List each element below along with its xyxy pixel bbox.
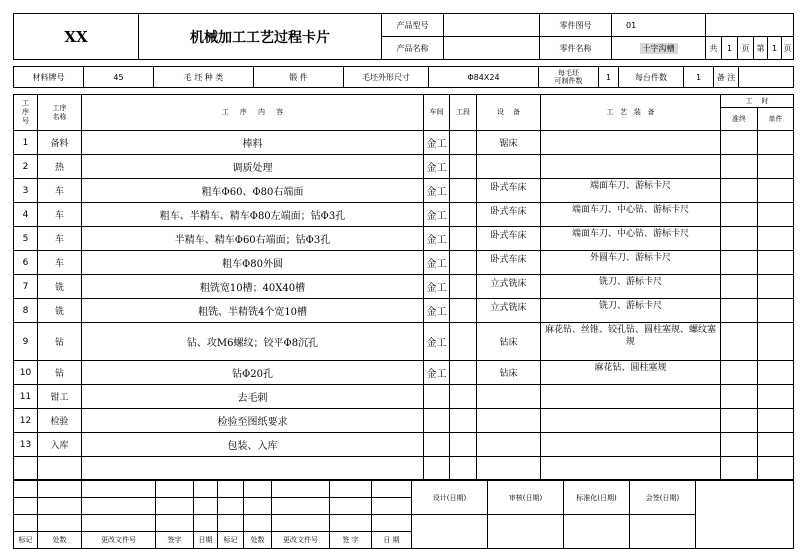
op-prep-time[interactable] [721,131,758,155]
operation-rows [14,131,794,457]
op-name: 备料 [38,131,82,155]
op-workshop [424,385,450,409]
card-title: 机械加工工艺过程卡片 [139,14,382,60]
company-name: XX [14,14,139,60]
material-no-label: 材料牌号 [14,67,84,88]
op-no: 3 [14,179,38,203]
op-tooling [541,409,721,433]
col-time: 工 时 [721,95,794,108]
op-workshop: 金工 [424,131,450,155]
material-no-value[interactable]: 45 [84,67,154,88]
op-section[interactable] [450,203,477,227]
op-section[interactable] [450,227,477,251]
op-section[interactable] [450,299,477,323]
op-prep-time[interactable] [721,299,758,323]
operation-row [14,227,794,251]
col-prep: 准终 [721,108,758,131]
col-workshop: 车间 [424,95,450,131]
op-no: 4 [14,203,38,227]
header-blank [706,14,794,37]
process-table [13,94,794,480]
change-doc-label-2: 更改文件号 [272,532,330,549]
col-unit: 单件 [758,108,794,131]
op-section[interactable] [450,385,477,409]
remark-label: 备 注 [714,67,739,88]
blank-dims-label: 毛坯外形尺寸 [344,67,429,88]
operation-row [14,251,794,275]
op-unit-time[interactable] [758,323,794,361]
op-tooling: 端面车刀、中心钻、游标卡尺 [541,227,721,251]
op-prep-time[interactable] [721,385,758,409]
op-workshop [424,433,450,457]
col-section: 工段 [450,95,477,131]
col-content: 工 序 内 容 [82,95,424,131]
op-name: 车 [38,251,82,275]
operation-row [14,131,794,155]
op-name: 车 [38,179,82,203]
op-name: 车 [38,203,82,227]
op-prep-time[interactable] [721,323,758,361]
op-no: 7 [14,275,38,299]
op-no: 6 [14,251,38,275]
design-label: 设计(日期) [412,481,488,515]
part-name-text: 十字沟槽 [640,43,678,54]
op-content: 钻、攻M6螺纹；铰平Φ8沉孔 [82,323,424,361]
material-row [13,66,794,88]
units-per-machine-value[interactable]: 1 [684,67,714,88]
countersign-label: 会签(日期) [630,481,696,515]
operation-row [14,361,794,385]
op-workshop: 金工 [424,275,450,299]
op-content: 去毛刺 [82,385,424,409]
op-equipment: 钻床 [477,361,541,385]
op-no: 13 [14,433,38,457]
op-equipment: 钻床 [477,323,541,361]
op-prep-time[interactable] [721,203,758,227]
op-no: 8 [14,299,38,323]
op-unit-time[interactable] [758,131,794,155]
empty-row-cell [14,457,38,480]
operation-row [14,323,794,361]
op-section[interactable] [450,433,477,457]
op-section[interactable] [450,361,477,385]
op-equipment: 卧式车床 [477,227,541,251]
op-content: 调质处理 [82,155,424,179]
col-equipment: 设 备 [477,95,541,131]
card-header [13,13,794,60]
op-prep-time[interactable] [721,227,758,251]
operation-row [14,203,794,227]
operation-row [14,385,794,409]
op-prep-time[interactable] [721,275,758,299]
op-content: 粗车、半精车、精车Φ80左端面；钻Φ3孔 [82,203,424,227]
op-equipment: 锯床 [477,131,541,155]
op-section[interactable] [450,131,477,155]
review-sign[interactable] [488,515,564,549]
op-equipment: 立式铣床 [477,299,541,323]
countersign-sign[interactable] [630,515,696,549]
op-name: 入库 [38,433,82,457]
op-equipment: 立式铣床 [477,275,541,299]
op-workshop: 金工 [424,179,450,203]
op-no: 12 [14,409,38,433]
op-prep-time[interactable] [721,155,758,179]
op-unit-time[interactable] [758,299,794,323]
op-tooling [541,131,721,155]
parts-per-blank-value[interactable]: 1 [599,67,619,88]
op-unit-time[interactable] [758,251,794,275]
op-unit-time[interactable] [758,179,794,203]
date-label-2: 日 期 [372,532,412,549]
parts-per-blank-label: 每毛坯 可制件数 [539,67,599,88]
op-no: 9 [14,323,38,361]
op-workshop: 金工 [424,251,450,275]
op-content: 检验至图纸要求 [82,409,424,433]
operation-row [14,299,794,323]
op-prep-time[interactable] [721,179,758,203]
mark-label-2: 标记 [218,532,244,549]
op-equipment [477,433,541,457]
op-tooling: 端面车刀、中心钻、游标卡尺 [541,203,721,227]
op-content: 半精车、精车Φ60右端面；钻Φ3孔 [82,227,424,251]
op-unit-time[interactable] [758,155,794,179]
op-unit-time[interactable] [758,203,794,227]
op-tooling: 铣刀、游标卡尺 [541,299,721,323]
op-prep-time[interactable] [721,251,758,275]
product-model-value[interactable] [444,14,540,37]
blank-dims-value[interactable]: Φ84X24 [429,67,539,88]
total-label: 共 [706,37,722,60]
product-name-label: 产品名称 [382,37,444,60]
op-name: 钳工 [38,385,82,409]
op-content: 棒料 [82,131,424,155]
op-unit-time[interactable] [758,361,794,385]
op-content: 钻Φ20孔 [82,361,424,385]
sheet-value[interactable]: 1 [768,37,782,60]
product-model-label: 产品型号 [382,14,444,37]
date-label: 日期 [194,532,218,549]
op-prep-time[interactable] [721,433,758,457]
op-no: 10 [14,361,38,385]
op-unit-time[interactable] [758,433,794,457]
sheet-label: 第 [754,37,768,60]
op-no: 5 [14,227,38,251]
op-section[interactable] [450,323,477,361]
remark-value[interactable] [739,67,794,88]
op-unit-time[interactable] [758,227,794,251]
op-no: 1 [14,131,38,155]
op-name: 热 [38,155,82,179]
op-equipment [477,155,541,179]
op-workshop: 金工 [424,203,450,227]
op-prep-time[interactable] [721,409,758,433]
op-workshop: 金工 [424,299,450,323]
operation-row [14,433,794,457]
op-name: 铣 [38,299,82,323]
op-name: 检验 [38,409,82,433]
standard-label: 标准化(日期) [564,481,630,515]
operation-row [14,275,794,299]
op-name: 钻 [38,323,82,361]
op-workshop [424,409,450,433]
part-name-label: 零件名称 [540,37,612,60]
op-tooling: 端面车刀、游标卡尺 [541,179,721,203]
op-section[interactable] [450,251,477,275]
op-section[interactable] [450,275,477,299]
page-label: 页 [738,37,754,60]
op-tooling [541,155,721,179]
op-section[interactable] [450,409,477,433]
review-label: 审核(日期) [488,481,564,515]
design-sign[interactable] [412,515,488,549]
op-workshop: 金工 [424,361,450,385]
op-section[interactable] [450,155,477,179]
op-unit-time[interactable] [758,385,794,409]
op-equipment [477,385,541,409]
page-label-2: 页 [782,37,794,60]
op-unit-time[interactable] [758,409,794,433]
op-content: 包装、入库 [82,433,424,457]
op-tooling: 麻花钻、丝锥、铰孔钻、圆柱塞规、螺纹塞规 [541,323,721,361]
op-no: 2 [14,155,38,179]
operation-row [14,409,794,433]
col-tooling: 工 艺 装 备 [541,95,721,131]
part-drawing-no-value[interactable]: 01 [612,14,706,37]
op-tooling [541,385,721,409]
sign-label-2: 签 字 [330,532,372,549]
operation-row [14,179,794,203]
operation-row [14,155,794,179]
op-name: 铣 [38,275,82,299]
op-name: 钻 [38,361,82,385]
op-tooling: 麻花钻、圆柱塞规 [541,361,721,385]
sign-label: 签字 [156,532,194,549]
product-name-value[interactable] [444,37,540,60]
part-drawing-no-label: 零件图号 [540,14,612,37]
units-per-machine-label: 每台件数 [619,67,684,88]
op-content: 粗车Φ80外圆 [82,251,424,275]
op-content: 粗车Φ60、Φ80右端面 [82,179,424,203]
op-equipment: 卧式车床 [477,179,541,203]
op-section[interactable] [450,179,477,203]
op-no: 11 [14,385,38,409]
op-name: 车 [38,227,82,251]
part-name-value[interactable] [612,37,706,60]
op-workshop: 金工 [424,155,450,179]
blank-type-value[interactable]: 锻 件 [254,67,344,88]
op-equipment [477,409,541,433]
total-value[interactable]: 1 [722,37,738,60]
col-op-name: 工序名称 [38,95,82,131]
process-card [13,13,793,549]
op-content: 粗铣宽10槽；40X40槽 [82,275,424,299]
op-unit-time[interactable] [758,275,794,299]
blank-type-label: 毛 坯 种 类 [154,67,254,88]
mark-label: 标记 [14,532,38,549]
col-op-no: 工序号 [14,95,38,131]
signature-block [13,480,794,549]
op-tooling: 外圆车刀、游标卡尺 [541,251,721,275]
standard-sign[interactable] [564,515,630,549]
op-equipment: 卧式车床 [477,203,541,227]
op-equipment: 卧式车床 [477,251,541,275]
op-prep-time[interactable] [721,361,758,385]
op-tooling [541,433,721,457]
count-label-2: 处数 [244,532,272,549]
op-workshop: 金工 [424,323,450,361]
op-content: 粗铣、半精铣4个宽10槽 [82,299,424,323]
op-tooling: 铣刀、游标卡尺 [541,275,721,299]
op-workshop: 金工 [424,227,450,251]
footer-blank [696,481,794,549]
count-label: 处数 [38,532,82,549]
change-doc-label: 更改文件号 [82,532,156,549]
